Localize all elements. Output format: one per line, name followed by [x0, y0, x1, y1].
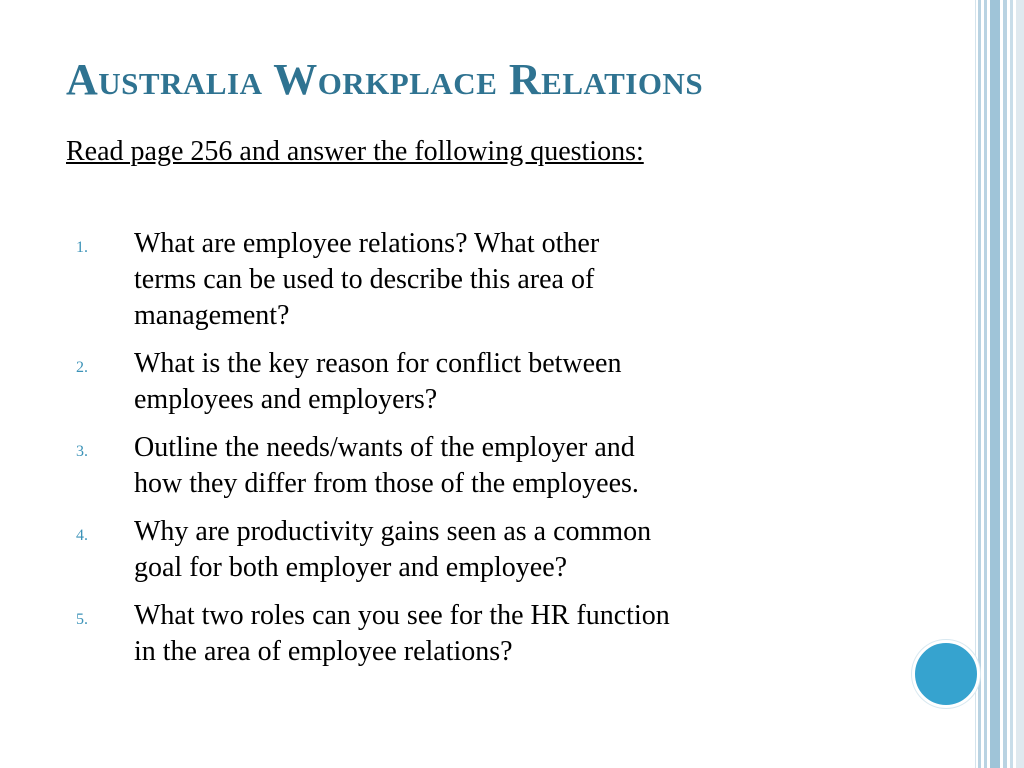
- edge-line: [975, 0, 976, 768]
- question-number: 1.: [76, 239, 88, 256]
- slide-title: Australia Workplace Relations: [66, 55, 704, 104]
- question-item: [76, 598, 906, 670]
- question-text-line: employees and employers?: [134, 384, 438, 415]
- decorative-stripe: [984, 0, 987, 768]
- question-text-line: how they differ from those of the employees.: [134, 468, 639, 499]
- question-text-line: What two roles can you see for the HR function: [134, 600, 670, 631]
- question-text-line: terms can be used to describe this area of: [134, 264, 595, 295]
- question-number: 2.: [76, 359, 88, 376]
- question-text-line: Why are productivity gains seen as a common: [134, 516, 652, 547]
- accent-circle: [912, 640, 980, 708]
- question-number: 3.: [76, 443, 88, 460]
- decorative-stripe: [1010, 0, 1013, 768]
- question-text-line: What is the key reason for conflict between: [134, 348, 622, 379]
- question-item: [76, 430, 906, 502]
- slide-subtitle: Read page 256 and answer the following questions:: [66, 136, 644, 167]
- question-text-line: Outline the needs/wants of the employer and: [134, 432, 635, 463]
- question-text-line: What are employee relations? What other: [134, 228, 600, 259]
- question-list: [76, 226, 906, 682]
- question-number: 5.: [76, 611, 88, 628]
- question-item: [76, 346, 906, 418]
- question-text-line: goal for both employer and employee?: [134, 552, 568, 583]
- decorative-stripe: [990, 0, 1000, 768]
- question-text-line: in the area of employee relations?: [134, 636, 513, 667]
- question-item: [76, 226, 906, 334]
- question-item: [76, 514, 906, 586]
- question-number: 4.: [76, 527, 88, 544]
- decorative-stripe: [1003, 0, 1007, 768]
- question-text-line: management?: [134, 300, 290, 331]
- decorative-stripe: [1016, 0, 1024, 768]
- decorative-stripe: [978, 0, 981, 768]
